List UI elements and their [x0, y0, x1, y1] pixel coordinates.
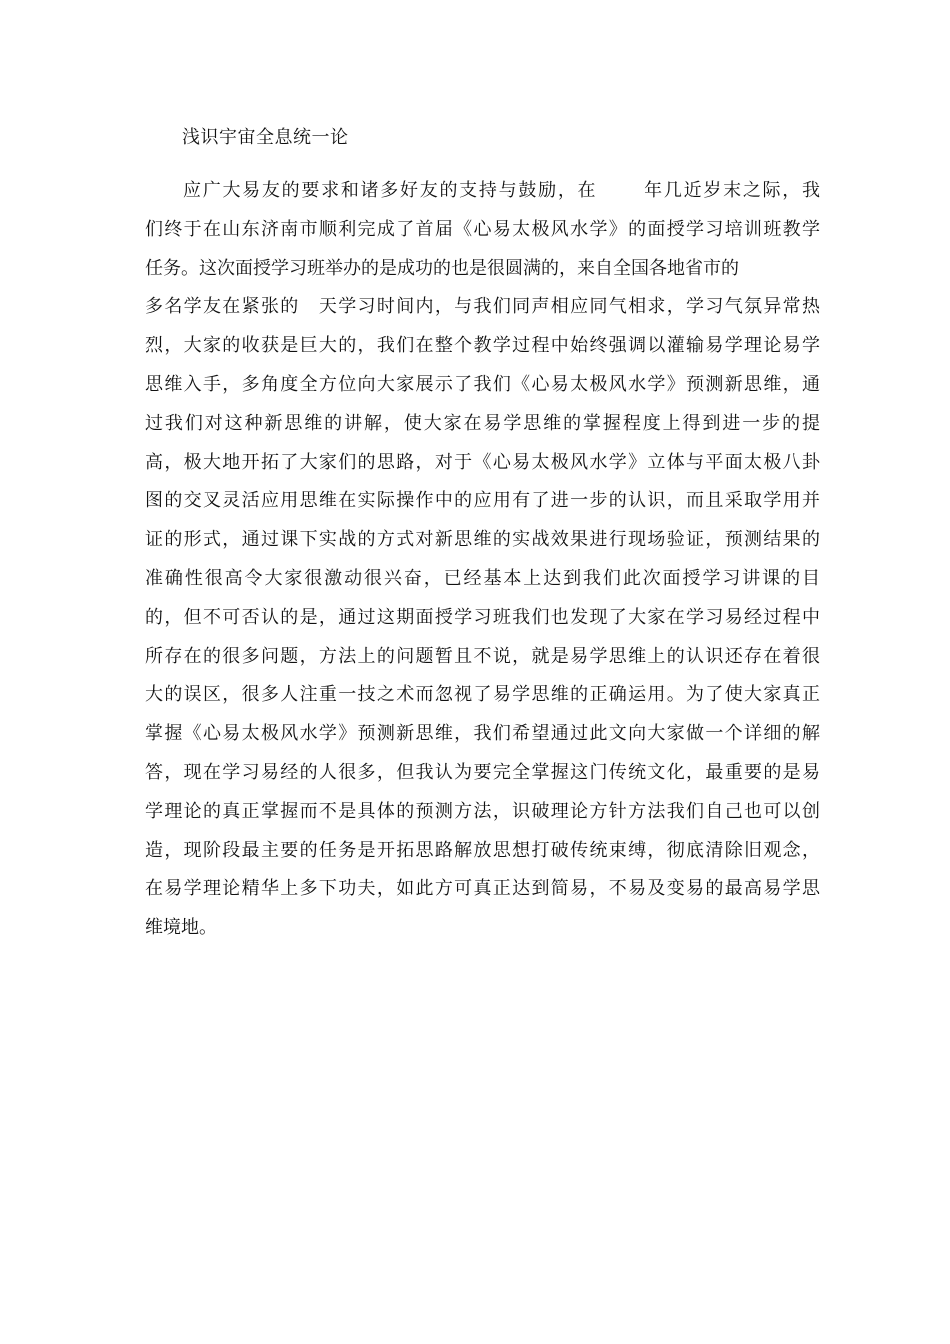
paragraph-line: 的，但不可否认的是，通过这期面授学习班我们也发现了大家在学习易经过程中: [145, 606, 820, 628]
paragraph-line: 学理论的真正掌握而不是具体的预测方法，识破理论方针方法我们自己也可以创: [145, 800, 820, 822]
paragraph-line: 多名学友在紧张的 天学习时间内，与我们同声相应同气相求，学习气氛异常热: [145, 296, 820, 318]
paragraph-line: 答，现在学习易经的人很多，但我认为要完全掌握这门传统文化，最重要的是易: [145, 761, 820, 783]
paragraph-line: 证的形式，通过课下实战的方式对新思维的实战效果进行现场验证，预测结果的: [145, 529, 820, 551]
document-title: 浅识宇宙全息统一论: [182, 127, 349, 148]
paragraph-line: 维境地。: [145, 917, 217, 939]
document-body: [145, 172, 820, 948]
paragraph-line: 们终于在山东济南市顺利完成了首届《心易太极风水学》的面授学习培训班教学: [145, 218, 820, 240]
paragraph-line: 造，现阶段最主要的任务是开拓思路解放思想打破传统束缚，彻底清除旧观念，: [145, 839, 820, 861]
paragraph-line: 所存在的很多问题，方法上的问题暂且不说，就是易学思维上的认识还存在着很: [145, 645, 820, 667]
paragraph-line: 应广大易友的要求和诸多好友的支持与鼓励，在 年几近岁末之际，我: [183, 180, 820, 201]
paragraph-line: 准确性很高令大家很激动很兴奋，已经基本上达到我们此次面授学习讲课的目: [145, 567, 820, 589]
paragraph-line: 掌握《心易太极风水学》预测新思维，我们希望通过此文向大家做一个详细的解: [145, 723, 820, 745]
paragraph-line: 任务。这次面授学习班举办的是成功的也是很圆满的，来自全国各地省市的: [145, 257, 739, 279]
paragraph-line: 思维入手，多角度全方位向大家展示了我们《心易太极风水学》预测新思维，通: [145, 373, 820, 395]
paragraph-line: 在易学理论精华上多下功夫，如此方可真正达到简易，不易及变易的最高易学思: [145, 878, 820, 900]
paragraph-line: 烈，大家的收获是巨大的，我们在整个教学过程中始终强调以灌输易学理论易学: [145, 335, 820, 357]
paragraph-line: 图的交叉灵活应用思维在实际操作中的应用有了进一步的认识，而且采取学用并: [145, 490, 820, 512]
paragraph-line: 过我们对这种新思维的讲解，使大家在易学思维的掌握程度上得到进一步的提: [145, 412, 820, 434]
paragraph-line: 大的误区，很多人注重一技之术而忽视了易学思维的正确运用。为了使大家真正: [145, 684, 820, 706]
paragraph-line: 高，极大地开拓了大家们的思路，对于《心易太极风水学》立体与平面太极八卦: [145, 451, 820, 473]
